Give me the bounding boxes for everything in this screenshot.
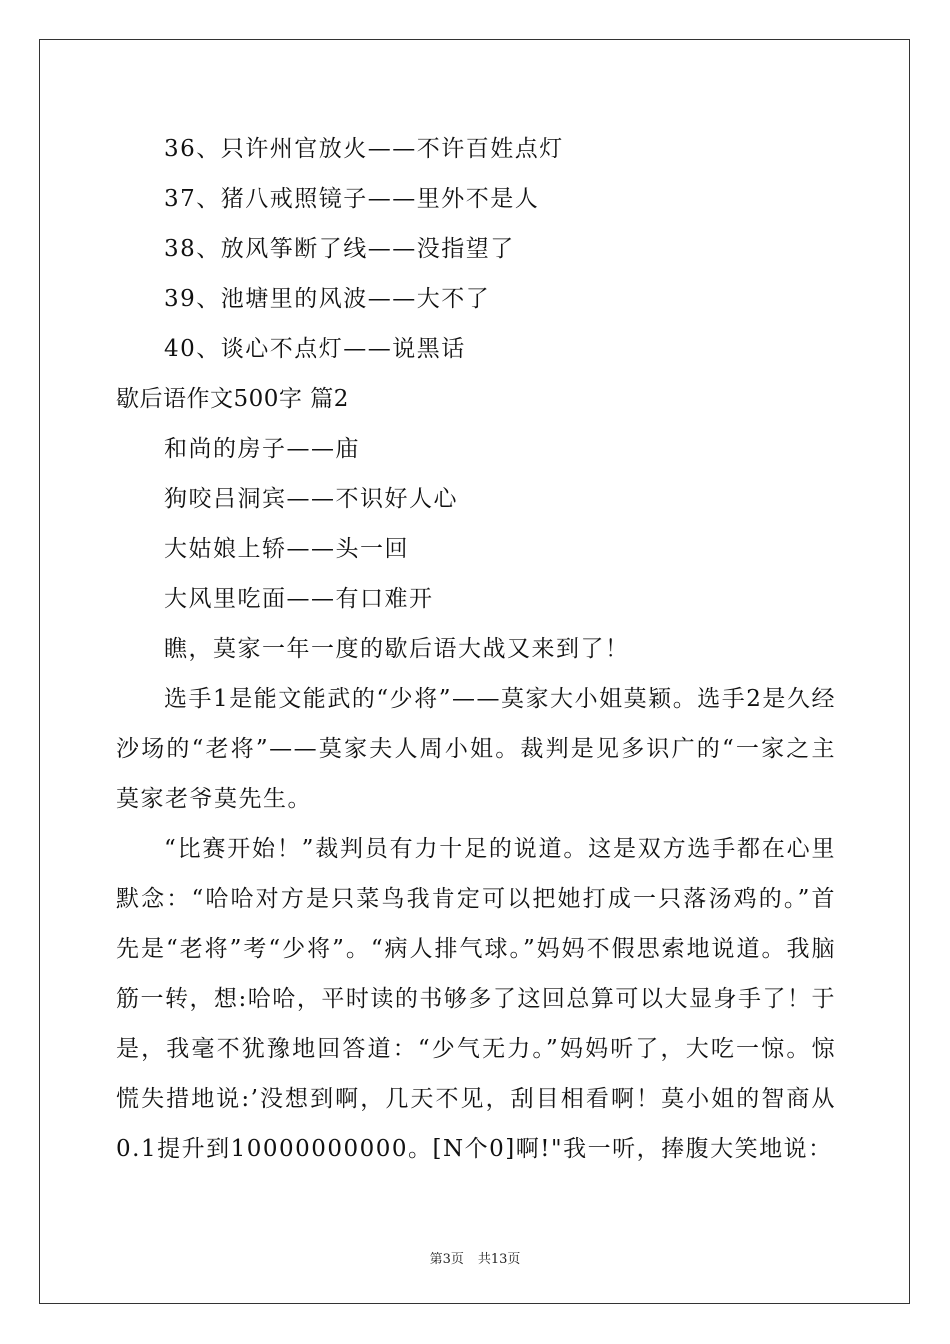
paragraph: “比赛开始！”裁判员有力十足的说道。这是双方选手都在心里默念：“哈哈对方是只菜鸟我肯定可以把她打成一只落汤鸡的。”首先是“老将”考“少将”。“病人排气球。”妈妈不假思索地说道。我脑筋一转，想:哈哈，平时读的书够多了这回总算可以大显身手了！于是，我毫不犹豫地回答道：“少气无力。”妈妈听了，大吃一惊。惊慌失措地说:’没想到啊，几天不见，刮目相看啊！莫小姐的智商从0.1提升到10000000000。[N个0]啊!"我一听，捧腹大笑地说： — [116, 836, 836, 1162]
list-item: 37、猪八戒照镜子——里外不是人 — [164, 186, 540, 212]
list-item: 和尚的房子——庙 — [164, 436, 360, 462]
paragraph: 选手1是能文能武的“少将”——莫家大小姐莫颖。选手2是久经沙场的“老将”——莫家夫人周小姐。裁判是见多识广的“一家之主莫家老爷莫先生。 — [116, 686, 836, 812]
page-number: 第3页 — [429, 1252, 464, 1267]
list-item: 大姑娘上轿——头一回 — [164, 536, 409, 562]
page-footer — [0, 1248, 950, 1267]
list-item: 38、放风筝断了线——没指望了 — [164, 236, 515, 262]
list-item: 40、谈心不点灯——说黑话 — [164, 336, 466, 362]
list-item: 大风里吃面——有口难开 — [164, 586, 434, 612]
page-total: 共13页 — [477, 1252, 521, 1267]
list-item: 瞧，莫家一年一度的歇后语大战又来到了！ — [164, 636, 630, 662]
section-heading: 歇后语作文500字 篇2 — [116, 386, 349, 412]
list-item: 39、池塘里的风波——大不了 — [164, 286, 491, 312]
list-item: 狗咬吕洞宾——不识好人心 — [164, 486, 458, 512]
list-item: 36、只许州官放火——不许百姓点灯 — [164, 136, 564, 162]
document-body — [116, 124, 836, 1174]
